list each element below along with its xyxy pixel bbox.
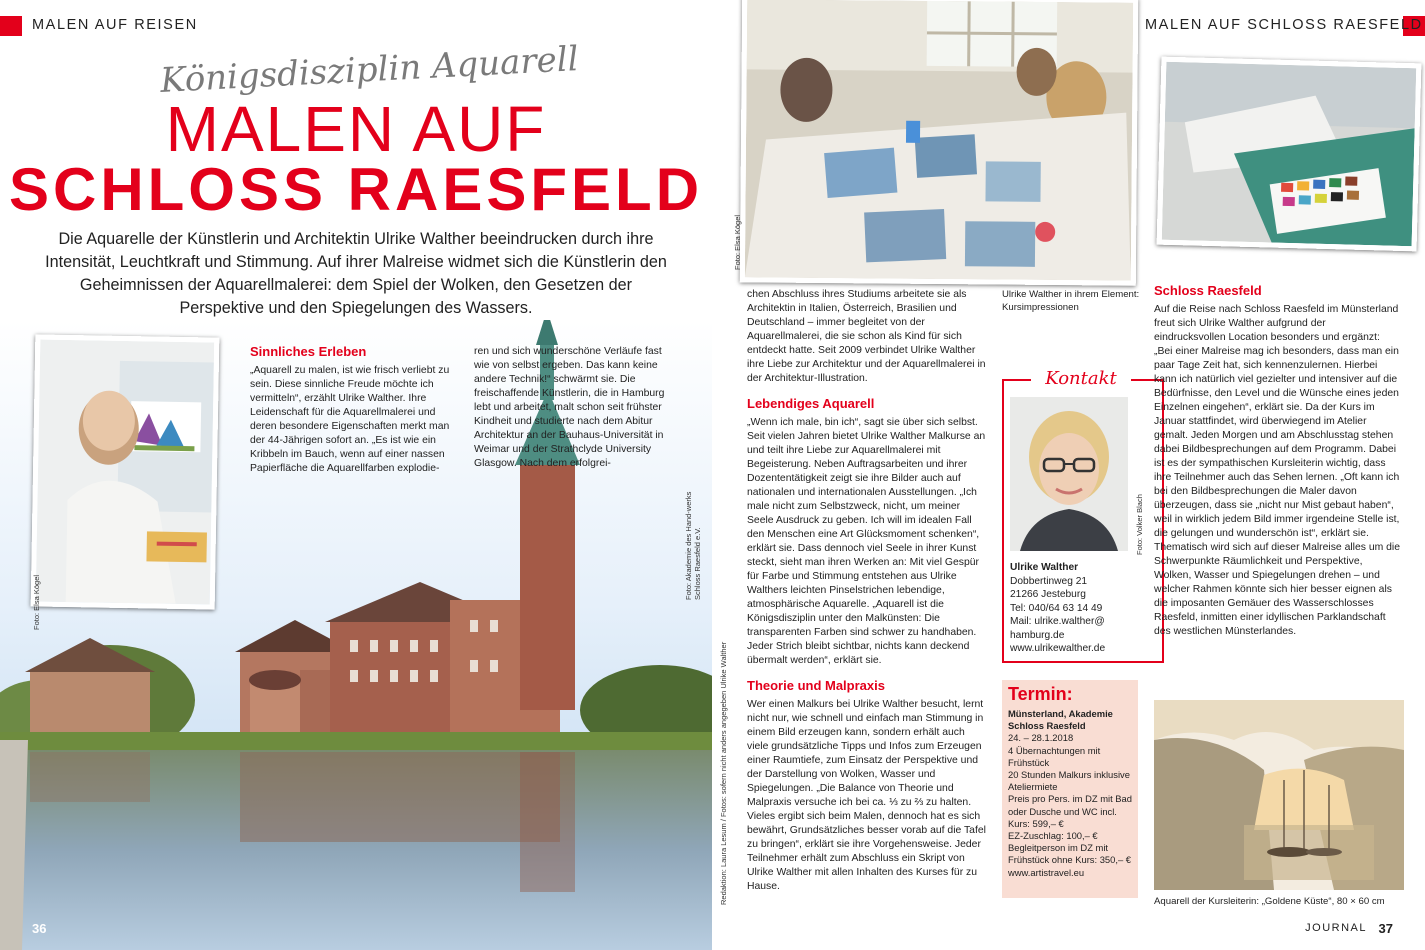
right-column-1-text-2: „Wenn ich male, bin ich“, sagt sie über sich selbst. Seit vielen Jahren bietet Ulrike Walther Malkurse an und teilt ihre Liebe zur Aquarellmalerei mit Begeisterung. Neben Auftragsarbeiten und ihrer Dozententätigkeit zeigt sie ihre Bilder auch auf nationalen und internationalen Ausstellungen. „Ich male nicht zum Selbstzweck, nicht, um meiner Seele Ausdruck zu geben. Ich will im idealen Fall den Menschen eine Art Glücksmoment schenken“, erklärt sie. Dass dennoch viel Seele in ihrer Kunst steckt, sieht man ihren Werken an: Mit viel Gespür für Farbe und Stimmung entstehen aus Ulrike Walthers leichten Pinselstrichen lebendige, atmosphärische Aquarelle. „Aquarell ist die Königsdisziplin unter den Malkünsten: Die transparenten Farben sind schwer zu handhaben. Jeder Strich bleibt sichtbar, nichts kann deckend übermalt werden“, erklärt sie. bbox=[747, 417, 986, 666]
portrait-credit: Foto: Elsa Kögel bbox=[32, 574, 41, 630]
kontakt-phone: Tel: 040/64 63 14 49 bbox=[1010, 602, 1103, 614]
termin-place: Münsterland, Akademie Schloss Raesfeld bbox=[1008, 708, 1113, 732]
termin-line: Preis pro Pers. im DZ mit Bad oder Dusche und WC incl. Kurs: 599,– € bbox=[1008, 793, 1132, 829]
redaktion-credit: Redaktion: Laura Lesum / Fotos: sofern nicht anders angegeben Ulrike Walther bbox=[719, 641, 728, 905]
subhead-lebendiges-aquarell: Lebendiges Aquarell bbox=[747, 396, 875, 411]
page-number-right: 37 bbox=[1378, 921, 1393, 936]
workshop-credit: Foto: Elsa Kögel bbox=[733, 214, 742, 270]
page-number-left: 36 bbox=[32, 921, 47, 936]
left-column-1-text: „Aquarell zu malen, ist wie frisch verliebt zu sein. Diese sinnliche Freude möchte ich vermitteln“, erzählt Ulrike Walther. Ihre Leidenschaft für die Aquarellmalerei und deren besondere Eigenschaften merkt man der 44-Jährigen sofort an. „Es ist wie ein Kribbeln im Bauch, wenn auf einer nassen Papierfläche die Aquarellfarben explodie- bbox=[250, 365, 450, 474]
right-page bbox=[713, 0, 1425, 950]
title-line-2: SCHLOSS RAESFELD bbox=[8, 156, 704, 223]
kontakt-title: Kontakt bbox=[1031, 368, 1131, 389]
right-column-3-text: Auf die Reise nach Schloss Raesfeld im Münsterland freut sich Ulrike Walther aufgrund der eindrucksvollen Location besonders und ergänzt: „Bei einer Malreise mag ich besonders, dass man ein paar Tage Zeit hat, sich kennenzulernen. Hierbei kann ich natürlich viel gezielter und intensiver auf die Bedürfnisse, den Level und die Wünsche eines jeden Einzelnen eingehen“, erklärt sie. Da der Kurs im Januar stattfindet, wird überwiegend im Atelier gemalt. Jeden Morgen und am Abschlusstag stehen dabei Bildbesprechungen auf dem Programm. Dabei ist es der sympathischen Kursleiterin wichtig, dass ihre Teilnehmer auch das Sehen lernen. „Oft kann ich bei den Bildbesprechungen die Maler davon überzeugen, dass sie „nicht nur Mist gebaut haben“, weil in wirklich jedem Bild immer irgendeine Stelle ist, die gelungen und wunderschön ist“, erklärt sie. Thematisch wird sich auf dieser Malreise alles um die Schwerpunkte Räumlichkeit und Perspektive, Wolken, Wasser und Spiegelungen drehen – und welcher Rahmen könnte sich hier besser eignen als die imposanten Gemäuer des Wasserschlosses Raesfeld, inmitten einer idyllischen Parklandschaft des westlichen Münsterlandes. bbox=[1154, 304, 1401, 637]
termin-line: EZ-Zuschlag: 100,– € bbox=[1008, 830, 1098, 842]
termin-title: Termin: bbox=[1008, 684, 1073, 704]
left-column-1 bbox=[250, 342, 458, 476]
kicker: Königsdisziplin Aquarell bbox=[159, 39, 580, 101]
kontakt-credit: Foto: Volker Blach bbox=[1135, 494, 1144, 555]
kontakt-portrait-photo bbox=[1010, 397, 1128, 551]
termin-box bbox=[1002, 680, 1138, 898]
section-tag-right: MALEN AUF SCHLOSS RAESFELD bbox=[1145, 17, 1423, 33]
kontakt-name: Ulrike Walther bbox=[1010, 562, 1079, 573]
workshop-photo bbox=[740, 0, 1138, 286]
section-tag: MALEN AUF REISEN bbox=[32, 17, 198, 33]
right-column-3 bbox=[1154, 281, 1400, 639]
termin-line: 24. – 28.1.2018 bbox=[1008, 732, 1074, 744]
kontakt-mail-1: Mail: ulrike.walther@ bbox=[1010, 616, 1105, 627]
artist-portrait-photo bbox=[31, 334, 220, 609]
left-page bbox=[0, 0, 712, 950]
watercolor-painting bbox=[1154, 700, 1404, 890]
right-column-1-text: chen Abschluss ihres Studiums arbeitete sie als Architektin in Italien, Österreich, Brasilien und Deutschland – immer begleitet von der Aquarellmalerei, die sie schon als Kind für sich entdeckt hatte. Seit 2009 verbindet Ulrike Walther ihre Liebe zur Architektur und der Aquarellmalerei in der Architektur-Illustration. bbox=[747, 289, 986, 384]
termin-line: Begleitperson im DZ mit Frühstück ohne Kurs: 350,– € bbox=[1008, 842, 1131, 866]
lead-paragraph: Die Aquarelle der Künstlerin und Architektin Ulrike Walther beeindrucken durch ihre Intensität, Leuchtkraft und Stimmung. Auf ihrer Malreise widmet sich die Künstlerin den Geheimnissen der Aquarellmalerei: dem Spiel der Wolken, den Gesetzen der Perspektive und den Spiegelungen des Wassers. bbox=[45, 230, 667, 317]
castle-credit-text: Foto: Akademie des Hand-werks Schloss Raesfeld e.V. bbox=[684, 491, 702, 600]
termin-website[interactable]: www.artistravel.eu bbox=[1008, 866, 1085, 878]
left-column-2-text: ren und sich wunderschöne Verläufe fast wie von selbst ergeben. Das kann keine andere Technik!“ schwärmt sie. Die freischaffende Künstlerin, die in Hamburg lebt und arbeitet, malt schon seit frühster Kindheit und studierte nach dem Abitur Architektur an der Bauhaus-Universität in Weimar und der Strathclyde University Glasgow. Nach dem erfolgrei- bbox=[474, 346, 665, 469]
subhead-theorie-und-malpraxis: Theorie und Malpraxis bbox=[747, 678, 885, 693]
title-line-1: MALEN AUF bbox=[165, 93, 547, 165]
subhead-schloss-raesfeld: Schloss Raesfeld bbox=[1154, 283, 1262, 298]
left-column-2 bbox=[474, 345, 674, 471]
termin-line: 20 Stunden Malkurs inklusive Ateliermiete bbox=[1008, 769, 1130, 793]
termin-line: 4 Übernachtungen mit Frühstück bbox=[1008, 744, 1101, 768]
subhead-sinnliches-erleben: Sinnliches Erleben bbox=[250, 344, 367, 359]
section-marker bbox=[0, 16, 22, 36]
kontakt-mail-2: hamburg.de bbox=[1010, 629, 1065, 641]
journal-label: JOURNAL bbox=[1305, 922, 1367, 934]
right-column-1 bbox=[747, 288, 987, 894]
kontakt-details bbox=[1010, 561, 1158, 656]
kontakt-address-1: Dobbertinweg 21 bbox=[1010, 575, 1088, 587]
termin-details bbox=[1008, 708, 1136, 879]
right-column-1-text-3: Wer einen Malkurs bei Ulrike Walther besucht, lernt nicht nur, wie schnell und einfach man Stimmung in einem Bild erzeugen kann, sondern erhält auch viele grundsätzliche Tipps und Infos zum Erzeugen einer Raumtiefe, zum Einsatz der Perspektive und der Darstellung von Wolken, Wasser und Spiegelungen. „Die Balance von Theorie und Malpraxis versuche ich bei ca. ⅓ zu ⅔ zu halten. Vieles ergibt sich beim Malen, dennoch hat es sich bewährt, Grundsätzliches besser vorab auf die Tafel zu bringen“, erklärt sie ihre Vorgehensweise. Jeder Teilnehmer erhält zum Abschluss ein Skript von Ulrike Walther mit allen Inhalten des Kurses für zu Hause. bbox=[747, 699, 986, 892]
palette-photo bbox=[1157, 57, 1422, 252]
kontakt-address-2: 21266 Jesteburg bbox=[1010, 589, 1086, 600]
workshop-caption: Ulrike Walther in ihrem Element: Kursimpressionen bbox=[1002, 289, 1140, 313]
kontakt-website[interactable]: www.ulrikewalther.de bbox=[1010, 643, 1106, 654]
painting-caption: Aquarell der Kursleiterin: „Goldene Küste“, 80 × 60 cm bbox=[1154, 896, 1385, 907]
castle-credit bbox=[684, 490, 702, 600]
